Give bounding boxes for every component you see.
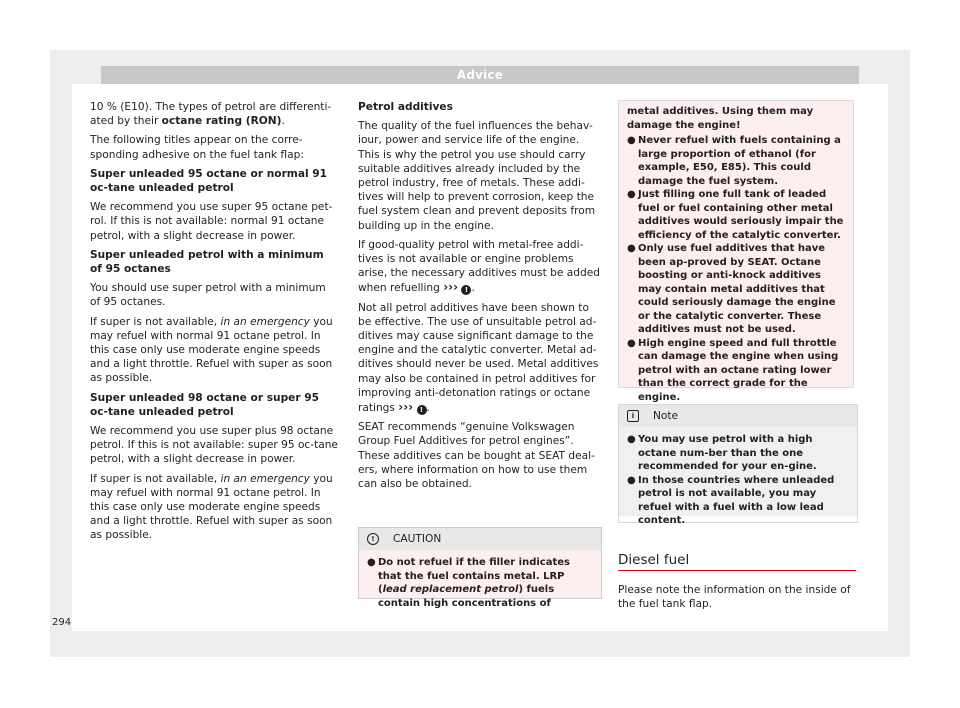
bullet: ● bbox=[627, 434, 636, 445]
list-item-text: High engine speed and full throttle can damage the engine when using petrol with an octane rating lower than the correct grade for the engine. bbox=[638, 337, 839, 403]
diesel-fuel-text: Please note the information on the inside of the fuel tank flap. bbox=[618, 584, 851, 611]
text: . bbox=[426, 402, 430, 415]
subheading-text: Super unleaded 98 octane or super 95 oc-tane unleaded petrol bbox=[90, 391, 320, 418]
info-icon: i bbox=[627, 410, 639, 422]
column-left bbox=[90, 100, 338, 548]
list-item bbox=[627, 188, 845, 242]
text: If super is not available, bbox=[90, 315, 221, 328]
subheading bbox=[90, 248, 338, 276]
bullet: ● bbox=[627, 189, 636, 200]
section-header-title: Advice bbox=[456, 68, 504, 82]
caution-body bbox=[359, 550, 601, 609]
petrol-additives-heading: Petrol additives bbox=[358, 101, 453, 113]
text: you may refuel with normal 91 octane petrol. In this case only use moderate engine speeds and a light throttle. Refuel with super as soon as possible. bbox=[90, 472, 333, 542]
text: 10 % (E10). The types of petrol are differenti-ated by their bbox=[90, 101, 332, 128]
text: you may refuel with normal 91 octane petrol. In this case only use moderate engine speeds and a light throttle. Refuel with super as soon as possible. bbox=[90, 315, 333, 385]
list-item bbox=[367, 556, 593, 610]
page-number: 294 bbox=[52, 617, 72, 628]
paragraph: The following titles appear on the corre-sponding adhesive on the fuel tank flap: bbox=[90, 134, 304, 161]
subheading bbox=[358, 100, 603, 114]
page-content bbox=[72, 84, 888, 631]
warning-intro: metal additives. Using them may damage the engine! bbox=[627, 106, 814, 131]
section-header bbox=[101, 66, 859, 84]
list-item bbox=[627, 134, 845, 188]
list-item-text: Never refuel with fuels containing a large proportion of ethanol (for example, E50, E85). This could damage the fuel system. bbox=[638, 135, 841, 187]
caution-icon: ! bbox=[367, 533, 379, 545]
bullet: ● bbox=[627, 474, 636, 486]
emphasis: in an emergency bbox=[220, 472, 310, 485]
bullet: ● bbox=[367, 557, 376, 568]
note-box bbox=[618, 404, 858, 526]
text: Not all petrol additives have been shown to be effective. The use of unsuitable petrol ad-ditives may cause significant damage to the engine and the catalytic converter. Metal ad-ditives should never be used. Metal additives may also be contained in petrol additives for improving anti-detonation ratings or octane ratings bbox=[358, 301, 599, 415]
paragraph bbox=[358, 301, 603, 416]
emphasis: lead replacement petrol bbox=[382, 584, 519, 595]
text: ) fuels contain high concentrations of bbox=[378, 584, 555, 609]
paragraph bbox=[90, 315, 338, 386]
subheading bbox=[90, 391, 338, 419]
subheading-text: Super unleaded petrol with a minimum of 95 octanes bbox=[90, 248, 324, 276]
list-item bbox=[627, 474, 849, 528]
list-item-text: You may use petrol with a high octane num-ber than the one recommended for your en-gine. bbox=[638, 434, 817, 472]
caution-box bbox=[358, 527, 602, 609]
cross-reference-link[interactable]: ››› bbox=[443, 280, 459, 295]
paragraph bbox=[358, 238, 603, 296]
caution-title: CAUTION bbox=[393, 533, 442, 545]
note-title: Note bbox=[653, 410, 679, 422]
warning-continuation-box bbox=[618, 100, 854, 403]
text: If super is not available, bbox=[90, 472, 221, 485]
warning-ref-icon: ! bbox=[417, 405, 427, 415]
bullet: ● bbox=[627, 337, 636, 349]
text: If good-quality petrol with metal-free addi-tives is not available or engine problems arise, the necessary additives must be added when refuelling bbox=[358, 238, 600, 295]
warning-ref-icon: ! bbox=[461, 285, 471, 295]
list-item bbox=[627, 337, 845, 405]
list-item-text bbox=[378, 556, 593, 610]
list-item bbox=[627, 433, 849, 474]
paragraph: We recommend you use super 95 octane pet-rol. If this is not available: normal 91 octane petrol, with a slight decrease in power. bbox=[90, 201, 333, 242]
text: . bbox=[471, 282, 475, 295]
text: Do not refuel if the filler indicates that the fuel contains metal. LRP ( bbox=[378, 557, 570, 595]
paragraph bbox=[90, 472, 338, 543]
list-item-text: Just filling one full tank of leaded fuel or fuel containing other metal additives would seriously impair the efficiency of the catalytic converter. bbox=[638, 189, 844, 241]
paragraph: The quality of the fuel influences the behav-iour, power and service life of the engine. This is why the petrol you use should carry suitable additives already included by the petrol industry, free of metals. These addi-tives will help to prevent corrosion, keep the fuel system clean and prevent deposits from building up in the engine. bbox=[358, 120, 596, 232]
list-item-text: Only use fuel additives that have been ap-proved by SEAT. Octane boosting or anti-knock additives may contain metal additives that could seriously damage the engine or the catalytic converter. These additives must not be used. bbox=[638, 243, 836, 335]
cross-reference-link[interactable]: ››› bbox=[398, 400, 414, 415]
bullet: ● bbox=[627, 135, 636, 146]
subheading bbox=[90, 167, 338, 195]
paragraph bbox=[90, 100, 338, 128]
diesel-fuel-heading: Diesel fuel bbox=[618, 552, 690, 568]
list-item bbox=[627, 242, 845, 337]
octane-rating-term: octane rating (RON) bbox=[161, 115, 282, 128]
paragraph: SEAT recommends “genuine Volkswagen Group Fuel Additives for petrol engines”. These additives can be bought at SEAT deal-ers, where information on how to use them can also be obtained. bbox=[358, 421, 595, 491]
paragraph: You should use super petrol with a minimum of 95 octanes. bbox=[90, 282, 326, 309]
subheading-text: Super unleaded 95 octane or normal 91 oc-tane unleaded petrol bbox=[90, 167, 328, 195]
emphasis: in an emergency bbox=[220, 315, 310, 328]
text: . bbox=[281, 115, 285, 128]
list-item-text: In those countries where unleaded petrol is not available, you may refuel with a fuel with a low lead content. bbox=[638, 474, 835, 526]
note-body bbox=[619, 427, 857, 526]
note-header bbox=[619, 405, 857, 427]
bullet: ● bbox=[627, 243, 636, 254]
heading-underline bbox=[618, 570, 856, 571]
column-middle bbox=[358, 100, 603, 496]
paragraph: We recommend you use super plus 98 octane petrol. If this is not available: super 95 oc-tane petrol, with a slight decrease in power. bbox=[90, 425, 338, 466]
caution-header bbox=[359, 528, 601, 550]
